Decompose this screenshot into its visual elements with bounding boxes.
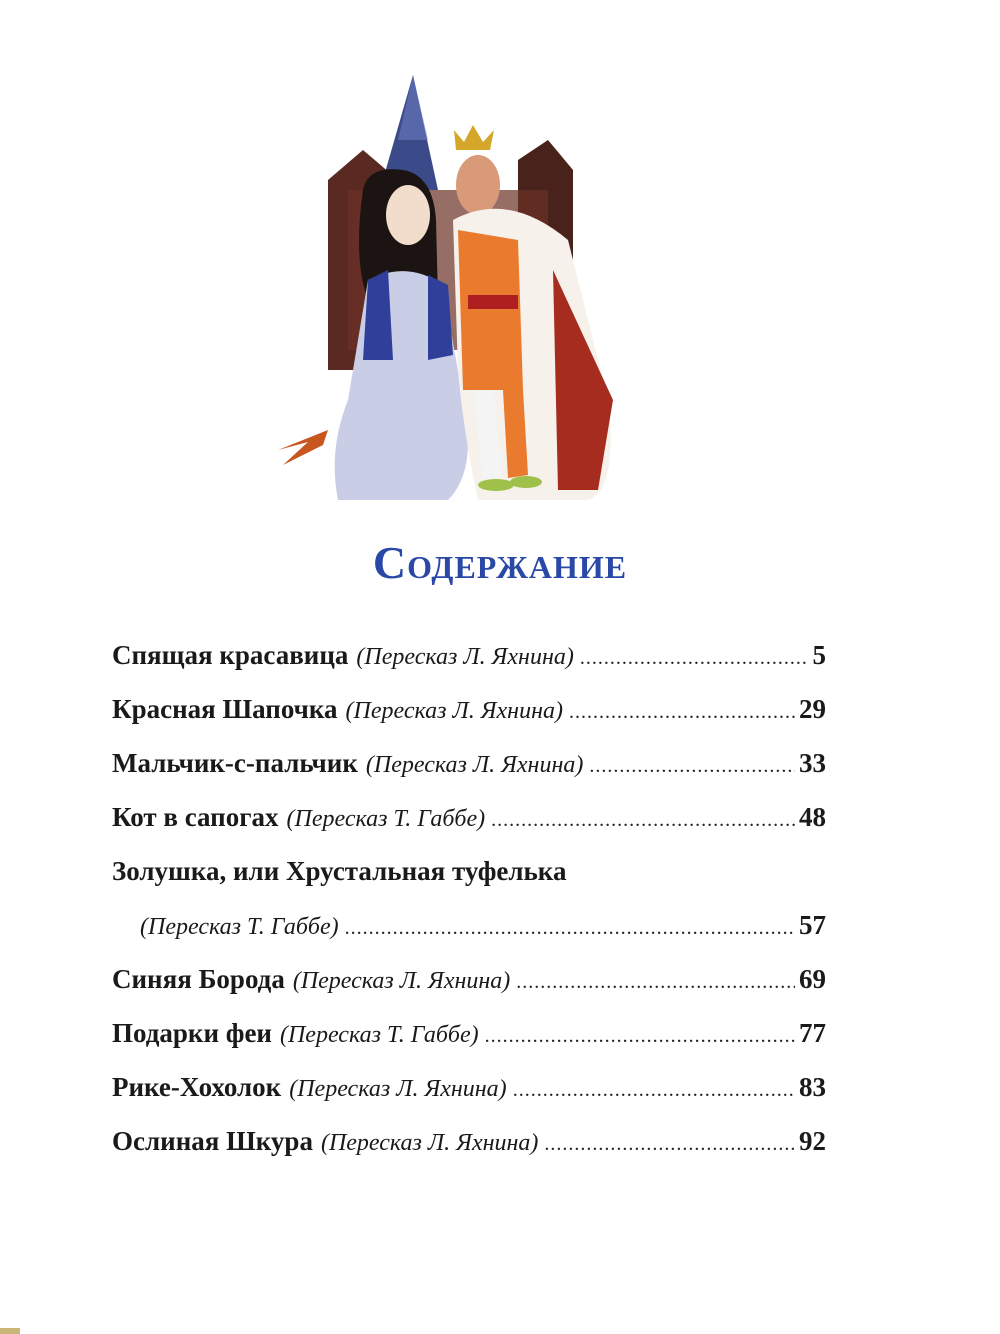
leader-dots [589,739,795,793]
leader-dots [569,685,795,739]
story-title: Ослиная Шкура [112,1126,313,1156]
toc-entry-title-line[interactable] [112,844,826,898]
page-number: 77 [799,1018,826,1048]
reteller-credit: (Пересказ Л. Яхнина) [356,644,574,670]
king-queen-throne-illustration [268,70,628,520]
toc-entry[interactable] [112,952,826,1006]
page-number: 92 [799,1126,826,1156]
leader-dots [485,1009,795,1063]
leader-dots [516,955,795,1009]
page-number: 29 [799,694,826,724]
page-edge-mark [0,1328,20,1334]
reteller-credit: (Пересказ Л. Яхнина) [345,698,563,724]
leader-dots [580,631,809,685]
page-number: 69 [799,964,826,994]
toc-entry[interactable] [112,736,826,790]
story-title: Подарки феи [112,1018,272,1048]
page-number: 5 [812,640,826,670]
leader-dots [513,1063,795,1117]
table-of-contents [112,628,826,1168]
page-number: 83 [799,1072,826,1102]
leader-dots [491,793,795,847]
toc-entry-continuation[interactable] [112,898,826,952]
story-title: Мальчик-с-пальчик [112,748,358,778]
leader-dots [345,901,795,955]
story-title: Синяя Борода [112,964,285,994]
reteller-credit: (Пересказ Л. Яхнина) [289,1076,507,1102]
story-title: Золушка, или Хрустальная туфелька [112,856,567,886]
page-number: 33 [799,748,826,778]
page-title: Содержание [372,537,628,588]
toc-entry[interactable] [112,628,826,682]
story-title: Рике-Хохолок [112,1072,282,1102]
reteller-credit: (Пересказ Т. Габбе) [279,1022,479,1048]
leader-dots [544,1117,795,1171]
toc-entry[interactable] [112,1060,826,1114]
story-title: Спящая красавица [112,640,349,670]
reteller-credit: (Пересказ Л. Яхнина) [365,752,584,778]
page-number: 57 [799,910,826,940]
toc-entry[interactable] [112,682,826,736]
toc-entry[interactable] [112,790,826,844]
story-title: Кот в сапогах [112,802,279,832]
page-number: 48 [799,802,826,832]
toc-entry[interactable] [112,1114,826,1168]
story-title: Красная Шапочка [112,694,338,724]
toc-entry[interactable] [112,1006,826,1060]
reteller-credit: (Пересказ Т. Габбе) [286,806,486,832]
reteller-credit: (Пересказ Т. Габбе) [140,914,339,940]
reteller-credit: (Пересказ Л. Яхнина) [320,1130,539,1156]
reteller-credit: (Пересказ Л. Яхнина) [292,968,511,994]
